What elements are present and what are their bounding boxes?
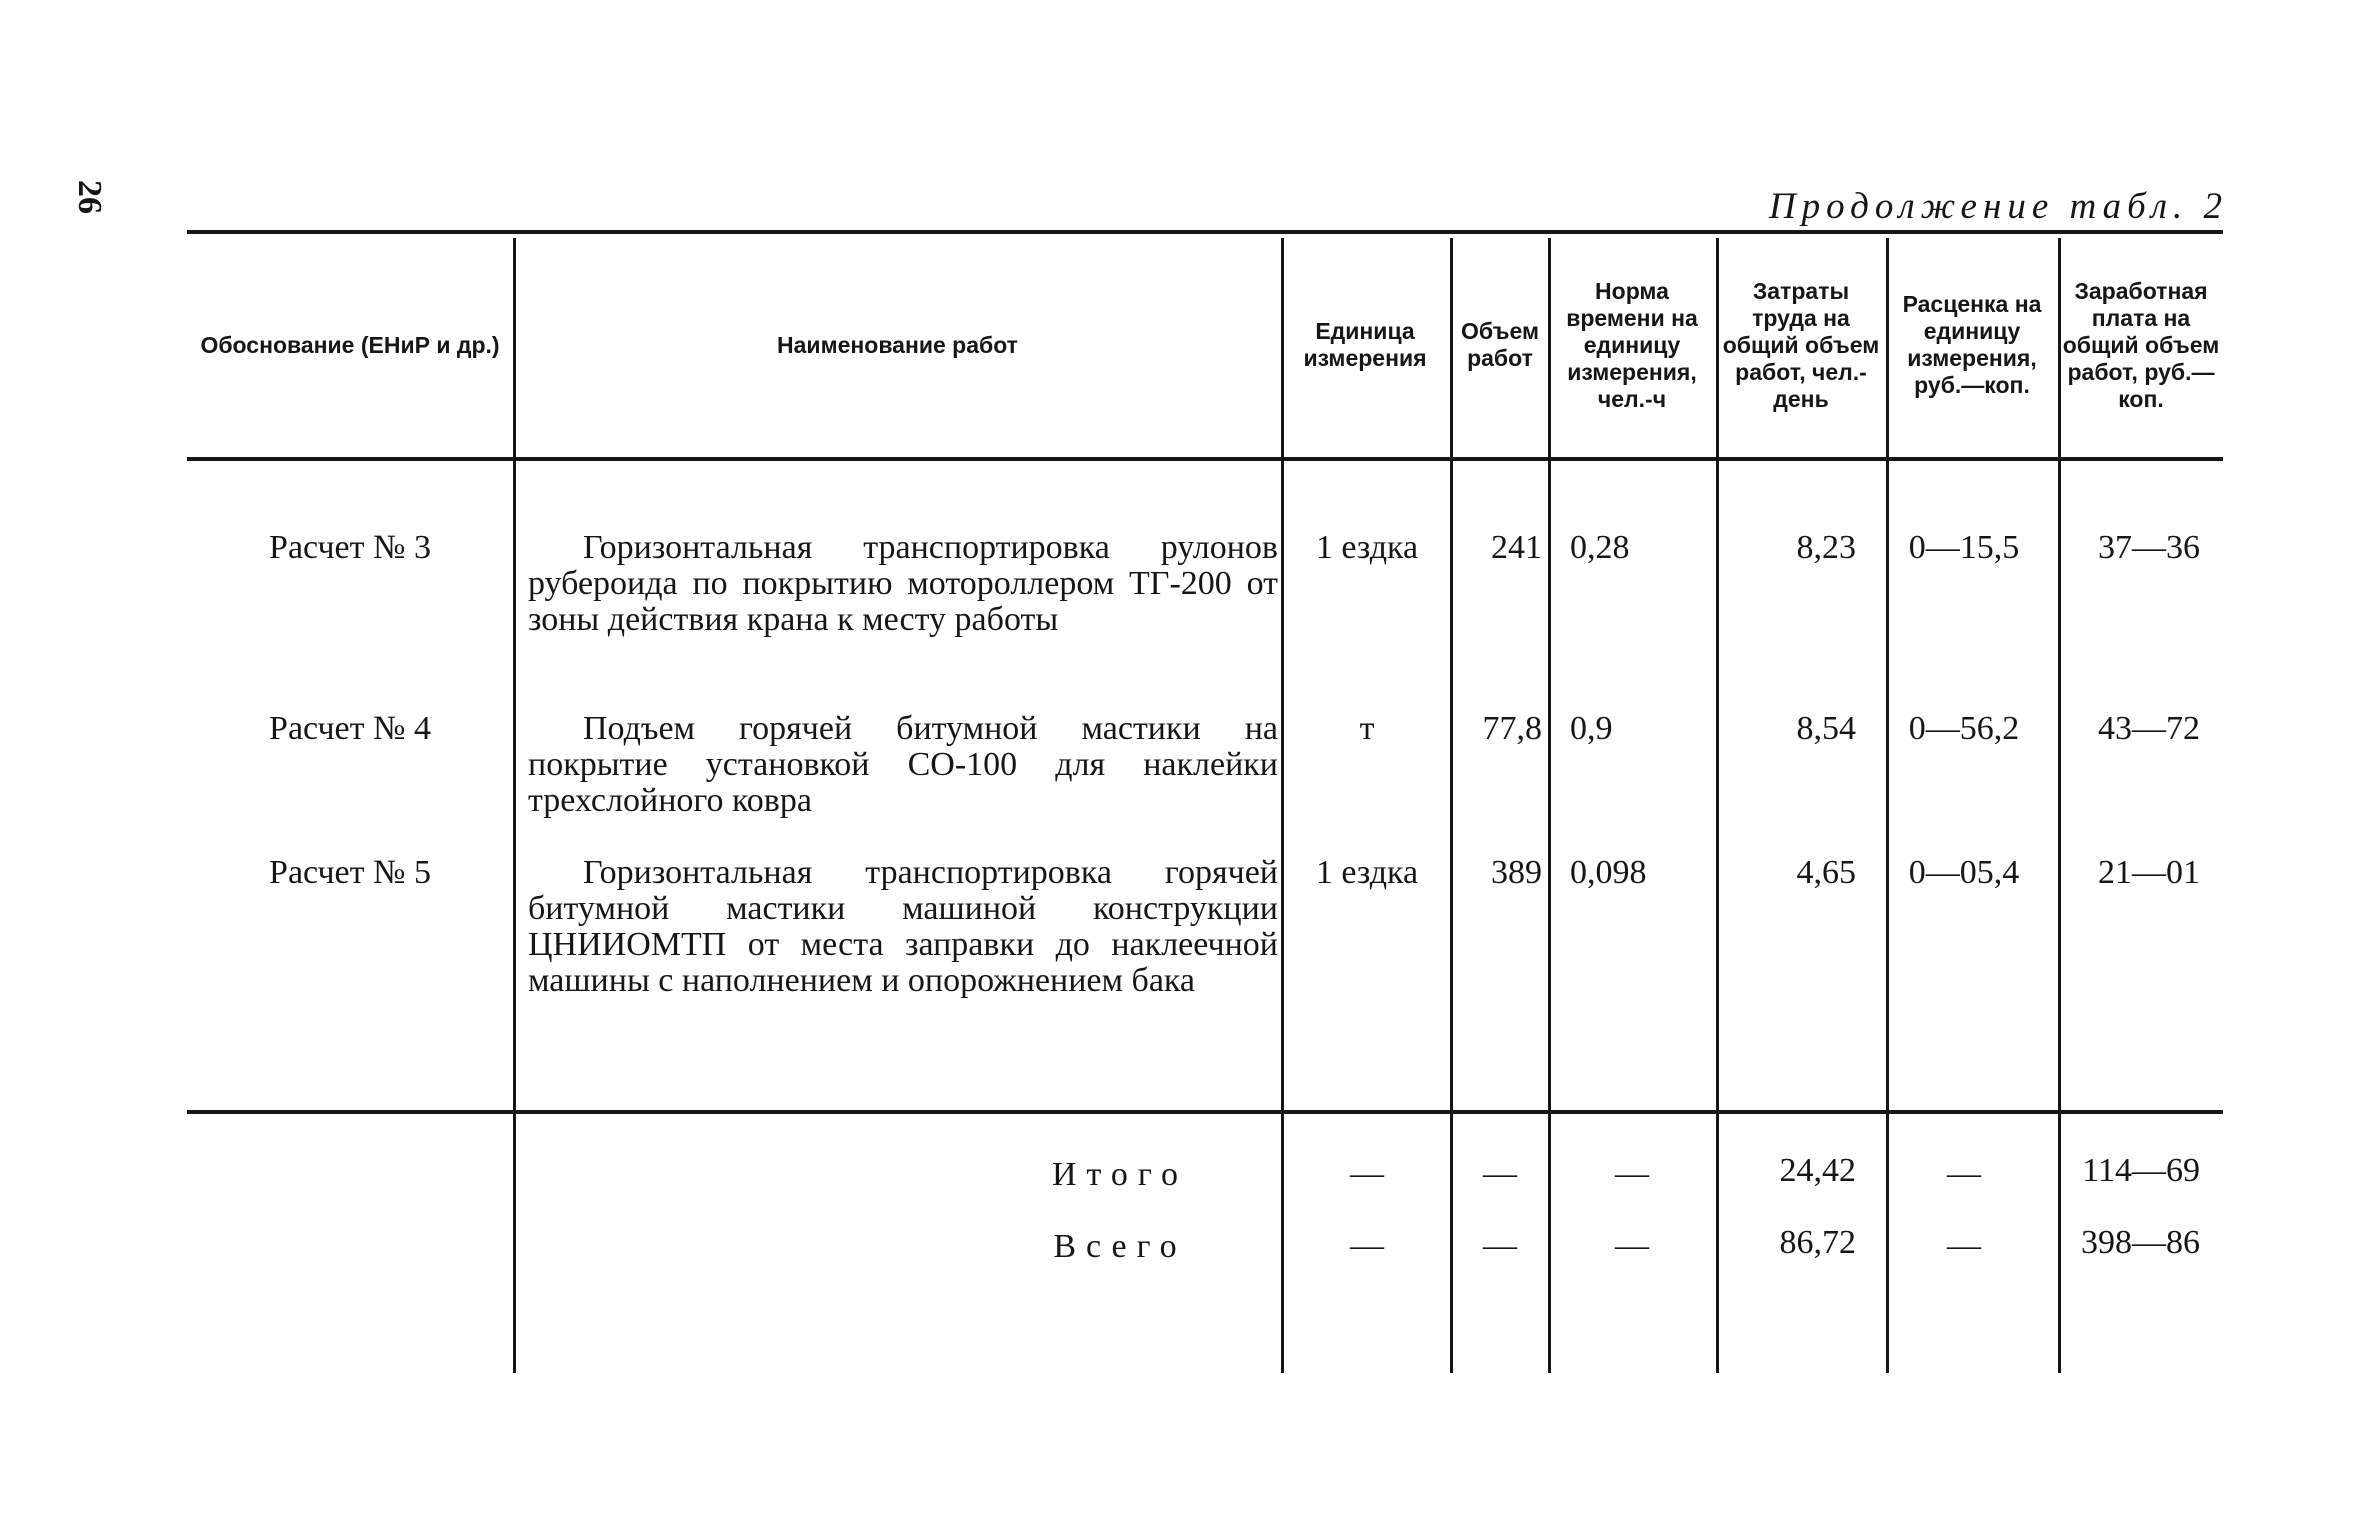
column-divider: [1450, 238, 1453, 1373]
norm-cell: 0,9: [1570, 710, 1613, 747]
column-divider: [513, 238, 516, 1373]
unit-cell: —: [1350, 1155, 1384, 1192]
unit-cell: —: [1350, 1227, 1384, 1264]
total-label: Всего: [1053, 1228, 1187, 1265]
total-label: Итого: [1051, 1156, 1189, 1193]
header-basis: Обоснование (ЕНиР и др.): [200, 331, 500, 358]
norm-cell: 0,098: [1570, 854, 1647, 891]
header-unit: Единица измерения: [1303, 318, 1427, 371]
wage-cell: 21—01: [2098, 854, 2200, 891]
page-number: 26: [71, 180, 108, 214]
labor-cell: 4,65: [1796, 854, 1856, 891]
rate-cell: —: [1947, 1227, 1981, 1264]
basis-cell: Расчет № 3: [269, 529, 431, 566]
volume-cell: —: [1483, 1155, 1517, 1192]
work-name-cell: Горизонтальная транспортировка горячей битумной мастики машиной конструкции ЦНИИОМТП от места заправки до наклеечной машины с наполнением и опорожнением бака: [528, 854, 1278, 999]
volume-cell: —: [1483, 1227, 1517, 1264]
header-top-rule: [187, 230, 2223, 234]
work-name-cell: Горизонтальная транспортировка рулонов рубероида по покрытию мотороллером ТГ-200 от зоны действия крана к месту работы: [528, 529, 1278, 638]
table-caption: Продолжение табл. 2: [1768, 186, 2228, 227]
unit-cell: 1 ездка: [1315, 529, 1419, 566]
header-bottom-rule: [187, 457, 2223, 461]
labor-cell: 24,42: [1779, 1152, 1856, 1189]
labor-cell: 8,54: [1796, 710, 1856, 747]
wage-cell: 43—72: [2098, 710, 2200, 747]
volume-cell: 389: [1491, 854, 1542, 891]
header-labor: Затраты труда на общий объем работ, чел.-день: [1722, 277, 1880, 412]
header-norm: Норма времени на единицу измерения, чел.-ч: [1566, 277, 1698, 412]
labor-cell: 86,72: [1779, 1224, 1856, 1261]
rate-cell: 0—56,2: [1908, 710, 2020, 747]
unit-cell: 1 ездка: [1315, 854, 1419, 891]
column-divider: [2058, 238, 2061, 1373]
unit-cell: т: [1359, 710, 1375, 747]
volume-cell: 241: [1491, 529, 1542, 566]
header-rate: Расценка на единицу измерения, руб.—коп.: [1902, 291, 2042, 398]
column-divider: [1886, 238, 1889, 1373]
basis-cell: Расчет № 4: [269, 710, 431, 747]
wage-cell: 398—86: [2081, 1224, 2200, 1261]
work-name-cell: Подъем горячей битумной мастики на покрытие установкой СО-100 для наклейки трехслойного ковра: [528, 710, 1278, 819]
rate-cell: —: [1947, 1155, 1981, 1192]
column-divider: [1548, 238, 1551, 1373]
body-bottom-rule: [187, 1110, 2223, 1114]
norm-cell: —: [1615, 1227, 1649, 1264]
rate-cell: 0—15,5: [1908, 529, 2020, 566]
rate-cell: 0—05,4: [1908, 854, 2020, 891]
header-wage: Заработная плата на общий объем работ, руб.—коп.: [2062, 277, 2220, 412]
labor-cell: 8,23: [1796, 529, 1856, 566]
column-divider: [1716, 238, 1719, 1373]
header-work-name: Наименование работ: [777, 331, 1018, 358]
header-volume: Объем работ: [1460, 318, 1540, 371]
norm-cell: 0,28: [1570, 529, 1630, 566]
column-divider: [1281, 238, 1284, 1373]
wage-cell: 114—69: [2082, 1152, 2200, 1189]
volume-cell: 77,8: [1482, 710, 1542, 747]
wage-cell: 37—36: [2098, 529, 2200, 566]
basis-cell: Расчет № 5: [269, 854, 431, 891]
norm-cell: —: [1615, 1155, 1649, 1192]
